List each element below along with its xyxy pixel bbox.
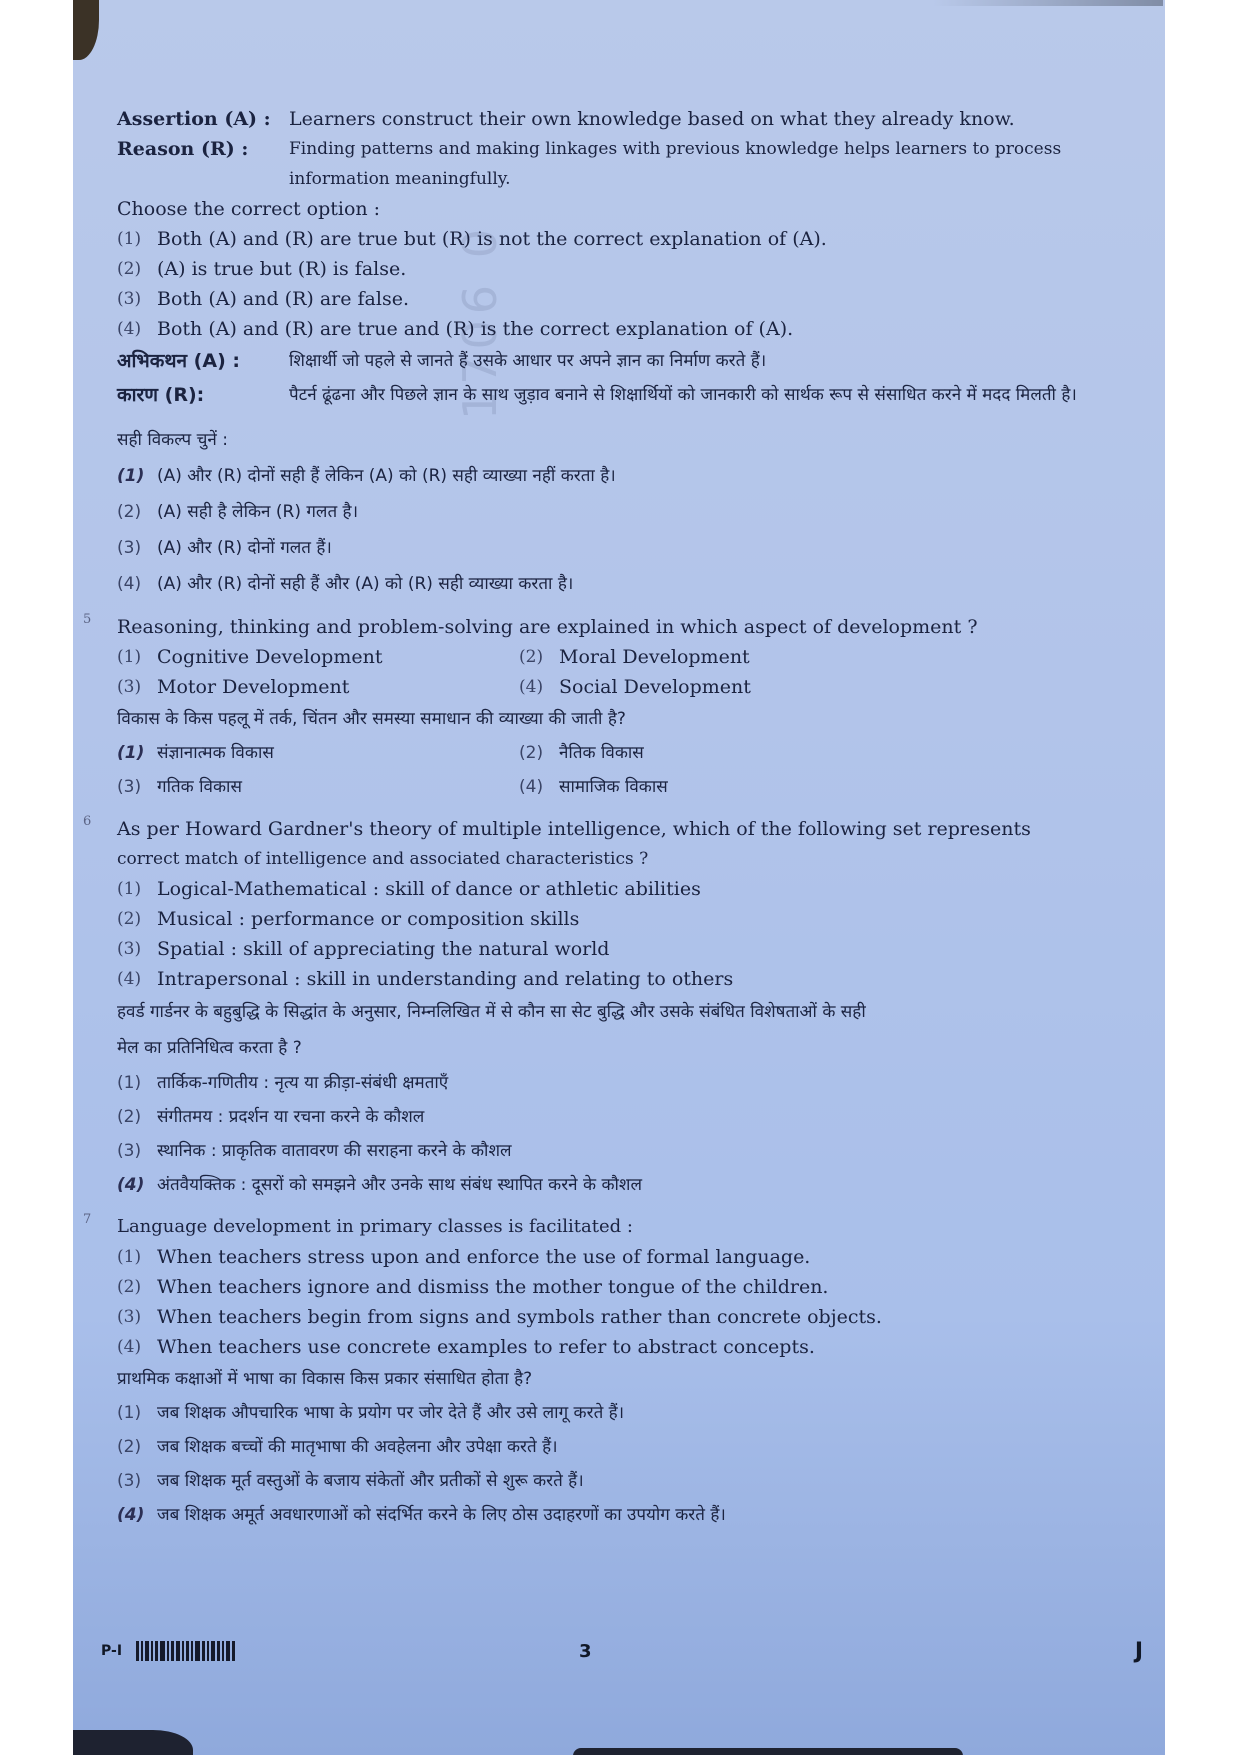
option-1[interactable]: [117, 1242, 1127, 1272]
option-number: (2): [117, 1437, 142, 1457]
question-prompt-hindi: सही विकल्प चुनें :: [117, 430, 228, 450]
options-grid-hindi: [117, 736, 1127, 804]
question-content: [83, 104, 1127, 1532]
option-2[interactable]: [519, 642, 1127, 672]
assertion-label-hindi: अभिकथन (A) :: [117, 350, 240, 372]
question-text: Reasoning, thinking and problem-solving are explained in which aspect of development ?: [117, 616, 978, 638]
option-4[interactable]: [117, 964, 1127, 994]
question-number: 6: [83, 814, 92, 829]
paper-code: P-I: [101, 1643, 123, 1659]
reason-label-hindi: कारण (R):: [117, 384, 205, 406]
option-text: (A) is true but (R) is false.: [157, 258, 407, 280]
option-number: (3): [117, 1307, 142, 1327]
option-number: (1): [117, 1247, 142, 1267]
option-text: When teachers use concrete examples to refer to abstract concepts.: [157, 1336, 815, 1358]
question-text: Language development in primary classes is facilitated :: [117, 1216, 633, 1237]
option-text: Motor Development: [157, 676, 350, 698]
option-text: स्थानिक : प्राकृतिक वातावरण की सराहना करने के कौशल: [157, 1141, 512, 1161]
option-text: जब शिक्षक बच्चों की मातृभाषा की अवहेलना और उपेक्षा करते हैं।: [157, 1437, 558, 1457]
option-number: (4): [519, 777, 544, 797]
option-1-hindi[interactable]: [117, 736, 519, 770]
question-prompt: Choose the correct option :: [117, 198, 381, 220]
option-number: (2): [117, 1277, 142, 1297]
option-number: (1): [117, 879, 142, 899]
option-text: संज्ञानात्मक विकास: [157, 743, 274, 763]
option-text: When teachers stress upon and enforce the use of formal language.: [157, 1246, 811, 1268]
option-3-hindi[interactable]: [117, 1464, 1127, 1498]
question-text-hindi: विकास के किस पहलू में तर्क, चिंतन और समस्या समाधान की व्याख्या की जाती है?: [117, 709, 626, 729]
option-3-hindi[interactable]: [117, 770, 519, 804]
assertion-label: Assertion (A) :: [117, 108, 271, 130]
option-number: (2): [117, 502, 142, 522]
question-4: [117, 104, 1127, 602]
option-text: When teachers begin from signs and symbols rather than concrete objects.: [157, 1306, 882, 1328]
option-text: सामाजिक विकास: [559, 777, 668, 797]
option-text: Cognitive Development: [157, 646, 383, 668]
option-2-hindi[interactable]: [117, 494, 1127, 530]
reason-text-hindi: पैटर्न ढूंढना और पिछले ज्ञान के साथ जुड़ाव बनाने से शिक्षार्थियों को जानकारी को सार्थक रूप से संसाधित करने में मदद मिलती है।: [289, 385, 1077, 405]
reason: [117, 134, 1127, 194]
paper-page: [73, 0, 1165, 1755]
set-code: J: [1134, 1638, 1143, 1664]
option-4-hindi[interactable]: [117, 1498, 1127, 1532]
photo-shadow-top: [933, 0, 1163, 6]
question-text-hindi-line-1: हवर्ड गार्डनर के बहुबुद्धि के सिद्धांत के अनुसार, निम्नलिखित में से कौन सा सेट बुद्धि और उसके संबंधित विशेषताओं के सही: [117, 1002, 866, 1022]
option-text: When teachers ignore and dismiss the mother tongue of the children.: [157, 1276, 829, 1298]
option-number: (3): [117, 777, 142, 797]
question-7: [83, 1212, 1127, 1532]
option-number: (1): [117, 1403, 142, 1423]
option-number: (4): [519, 677, 544, 697]
option-1[interactable]: [117, 874, 1127, 904]
option-text: (A) और (R) दोनों गलत हैं।: [157, 538, 332, 558]
photo-shadow-top-left: [73, 0, 99, 60]
option-2-hindi[interactable]: [117, 1430, 1127, 1464]
option-number: (3): [117, 289, 142, 309]
photo-shadow-bottom-center: [573, 1748, 963, 1755]
option-text: जब शिक्षक औपचारिक भाषा के प्रयोग पर जोर देते हैं और उसे लागू करते हैं।: [157, 1403, 625, 1423]
option-text: अंतवैयक्तिक : दूसरों को समझने और उनके साथ संबंध स्थापित करने के कौशल: [157, 1175, 642, 1195]
option-number: (1): [117, 647, 142, 667]
option-number: (3): [117, 1141, 142, 1161]
question-text-hindi: प्राथमिक कक्षाओं में भाषा का विकास किस प्रकार संसाधित होता है?: [117, 1369, 533, 1389]
reason-text: Finding patterns and making linkages with previous knowledge helps learners to process information meaningfully.: [289, 139, 1062, 189]
reason-hindi: [117, 378, 1127, 412]
option-text: जब शिक्षक अमूर्त अवधारणाओं को संदर्भित करने के लिए ठोस उदाहरणों का उपयोग करते हैं।: [157, 1505, 726, 1525]
option-number: (2): [117, 909, 142, 929]
option-3[interactable]: [117, 672, 519, 702]
option-2[interactable]: [117, 904, 1127, 934]
option-text: Social Development: [559, 676, 751, 698]
option-3[interactable]: [117, 1302, 1127, 1332]
option-text: Spatial : skill of appreciating the natural world: [157, 938, 610, 960]
option-1[interactable]: [117, 642, 519, 672]
barcode-icon: [136, 1641, 235, 1661]
option-4-hindi[interactable]: [519, 770, 1127, 804]
option-1-hindi[interactable]: [117, 1396, 1127, 1430]
assertion-hindi: [117, 344, 1127, 378]
question-text-hindi-line-2: मेल का प्रतिनिधित्व करता है ?: [117, 1038, 302, 1058]
option-number: (2): [117, 1107, 142, 1127]
option-text: नैतिक विकास: [559, 743, 644, 763]
option-number: (2): [519, 647, 544, 667]
option-text: तार्किक-गणितीय : नृत्य या क्रीड़ा-संबंधी क्षमताएँ: [157, 1073, 449, 1093]
question-text-line-2: correct match of intelligence and associated characteristics ?: [117, 849, 649, 869]
assertion: [117, 104, 1127, 134]
option-text: Moral Development: [559, 646, 750, 668]
option-4[interactable]: [519, 672, 1127, 702]
option-text: Both (A) and (R) are true but (R) is not the correct explanation of (A).: [157, 228, 827, 250]
option-3[interactable]: [117, 934, 1127, 964]
option-3-hindi[interactable]: [117, 1134, 1127, 1168]
question-5: [83, 612, 1127, 804]
option-2[interactable]: [117, 1272, 1127, 1302]
option-text: Intrapersonal : skill in understanding and relating to others: [157, 968, 734, 990]
options-grid: [117, 642, 1127, 702]
option-4[interactable]: [117, 314, 1127, 344]
option-text: (A) सही है लेकिन (R) गलत है।: [157, 502, 359, 522]
tick-mark-icon: (4): [117, 1175, 145, 1195]
option-4[interactable]: [117, 1332, 1127, 1362]
page-number: 3: [579, 1640, 592, 1662]
option-number: (4): [117, 319, 142, 339]
question-6: [83, 814, 1127, 1202]
option-text: Both (A) and (R) are false.: [157, 288, 410, 310]
option-number: (2): [519, 743, 544, 763]
option-text: गतिक विकास: [157, 777, 242, 797]
option-number: (4): [117, 969, 142, 989]
option-text: जब शिक्षक मूर्त वस्तुओं के बजाय संकेतों और प्रतीकों से शुरू करते हैं।: [157, 1471, 584, 1491]
option-2-hindi[interactable]: [519, 736, 1127, 770]
photo-shadow-bottom-left: [73, 1730, 193, 1755]
question-number: 5: [83, 612, 92, 627]
option-2[interactable]: [117, 254, 1127, 284]
option-text: Logical-Mathematical : skill of dance or athletic abilities: [157, 878, 701, 900]
option-text: संगीतमय : प्रदर्शन या रचना करने के कौशल: [157, 1107, 425, 1127]
option-number: (2): [117, 259, 142, 279]
option-number: (3): [117, 939, 142, 959]
option-text: Musical : performance or composition skills: [157, 908, 580, 930]
option-1[interactable]: [117, 224, 1127, 254]
assertion-text-hindi: शिक्षार्थी जो पहले से जानते हैं उसके आधार पर अपने ज्ञान का निर्माण करते हैं।: [289, 351, 767, 371]
option-number: (4): [117, 574, 142, 594]
tick-mark-icon: (1): [117, 743, 145, 763]
option-1-hindi[interactable]: [117, 1066, 1127, 1100]
question-text-line-1: As per Howard Gardner's theory of multiple intelligence, which of the following set represents: [117, 818, 1031, 840]
reason-label: Reason (R) :: [117, 138, 249, 160]
option-text: (A) और (R) दोनों सही हैं लेकिन (A) को (R) सही व्याख्या नहीं करता है।: [157, 466, 616, 486]
option-3-hindi[interactable]: [117, 530, 1127, 566]
option-3[interactable]: [117, 284, 1127, 314]
option-4-hindi[interactable]: [117, 566, 1127, 602]
tick-mark-icon: (1): [117, 466, 145, 486]
option-text: (A) और (R) दोनों सही हैं और (A) को (R) सही व्याख्या करता है।: [157, 574, 574, 594]
option-number: (1): [117, 229, 142, 249]
option-number: (3): [117, 538, 142, 558]
option-number: (3): [117, 677, 142, 697]
tick-mark-icon: (4): [117, 1505, 145, 1525]
option-number: (4): [117, 1337, 142, 1357]
option-number: (3): [117, 1471, 142, 1491]
option-4-hindi[interactable]: [117, 1168, 1127, 1202]
option-number: (1): [117, 1073, 142, 1093]
assertion-text: Learners construct their own knowledge based on what they already know.: [289, 108, 1015, 130]
option-text: Both (A) and (R) are true and (R) is the correct explanation of (A).: [157, 318, 794, 340]
page-footer: [101, 1636, 1151, 1666]
question-number: 7: [83, 1212, 92, 1227]
option-1-hindi[interactable]: [117, 458, 1127, 494]
option-2-hindi[interactable]: [117, 1100, 1127, 1134]
roll-number-watermark: 1706 0: [453, 223, 507, 420]
